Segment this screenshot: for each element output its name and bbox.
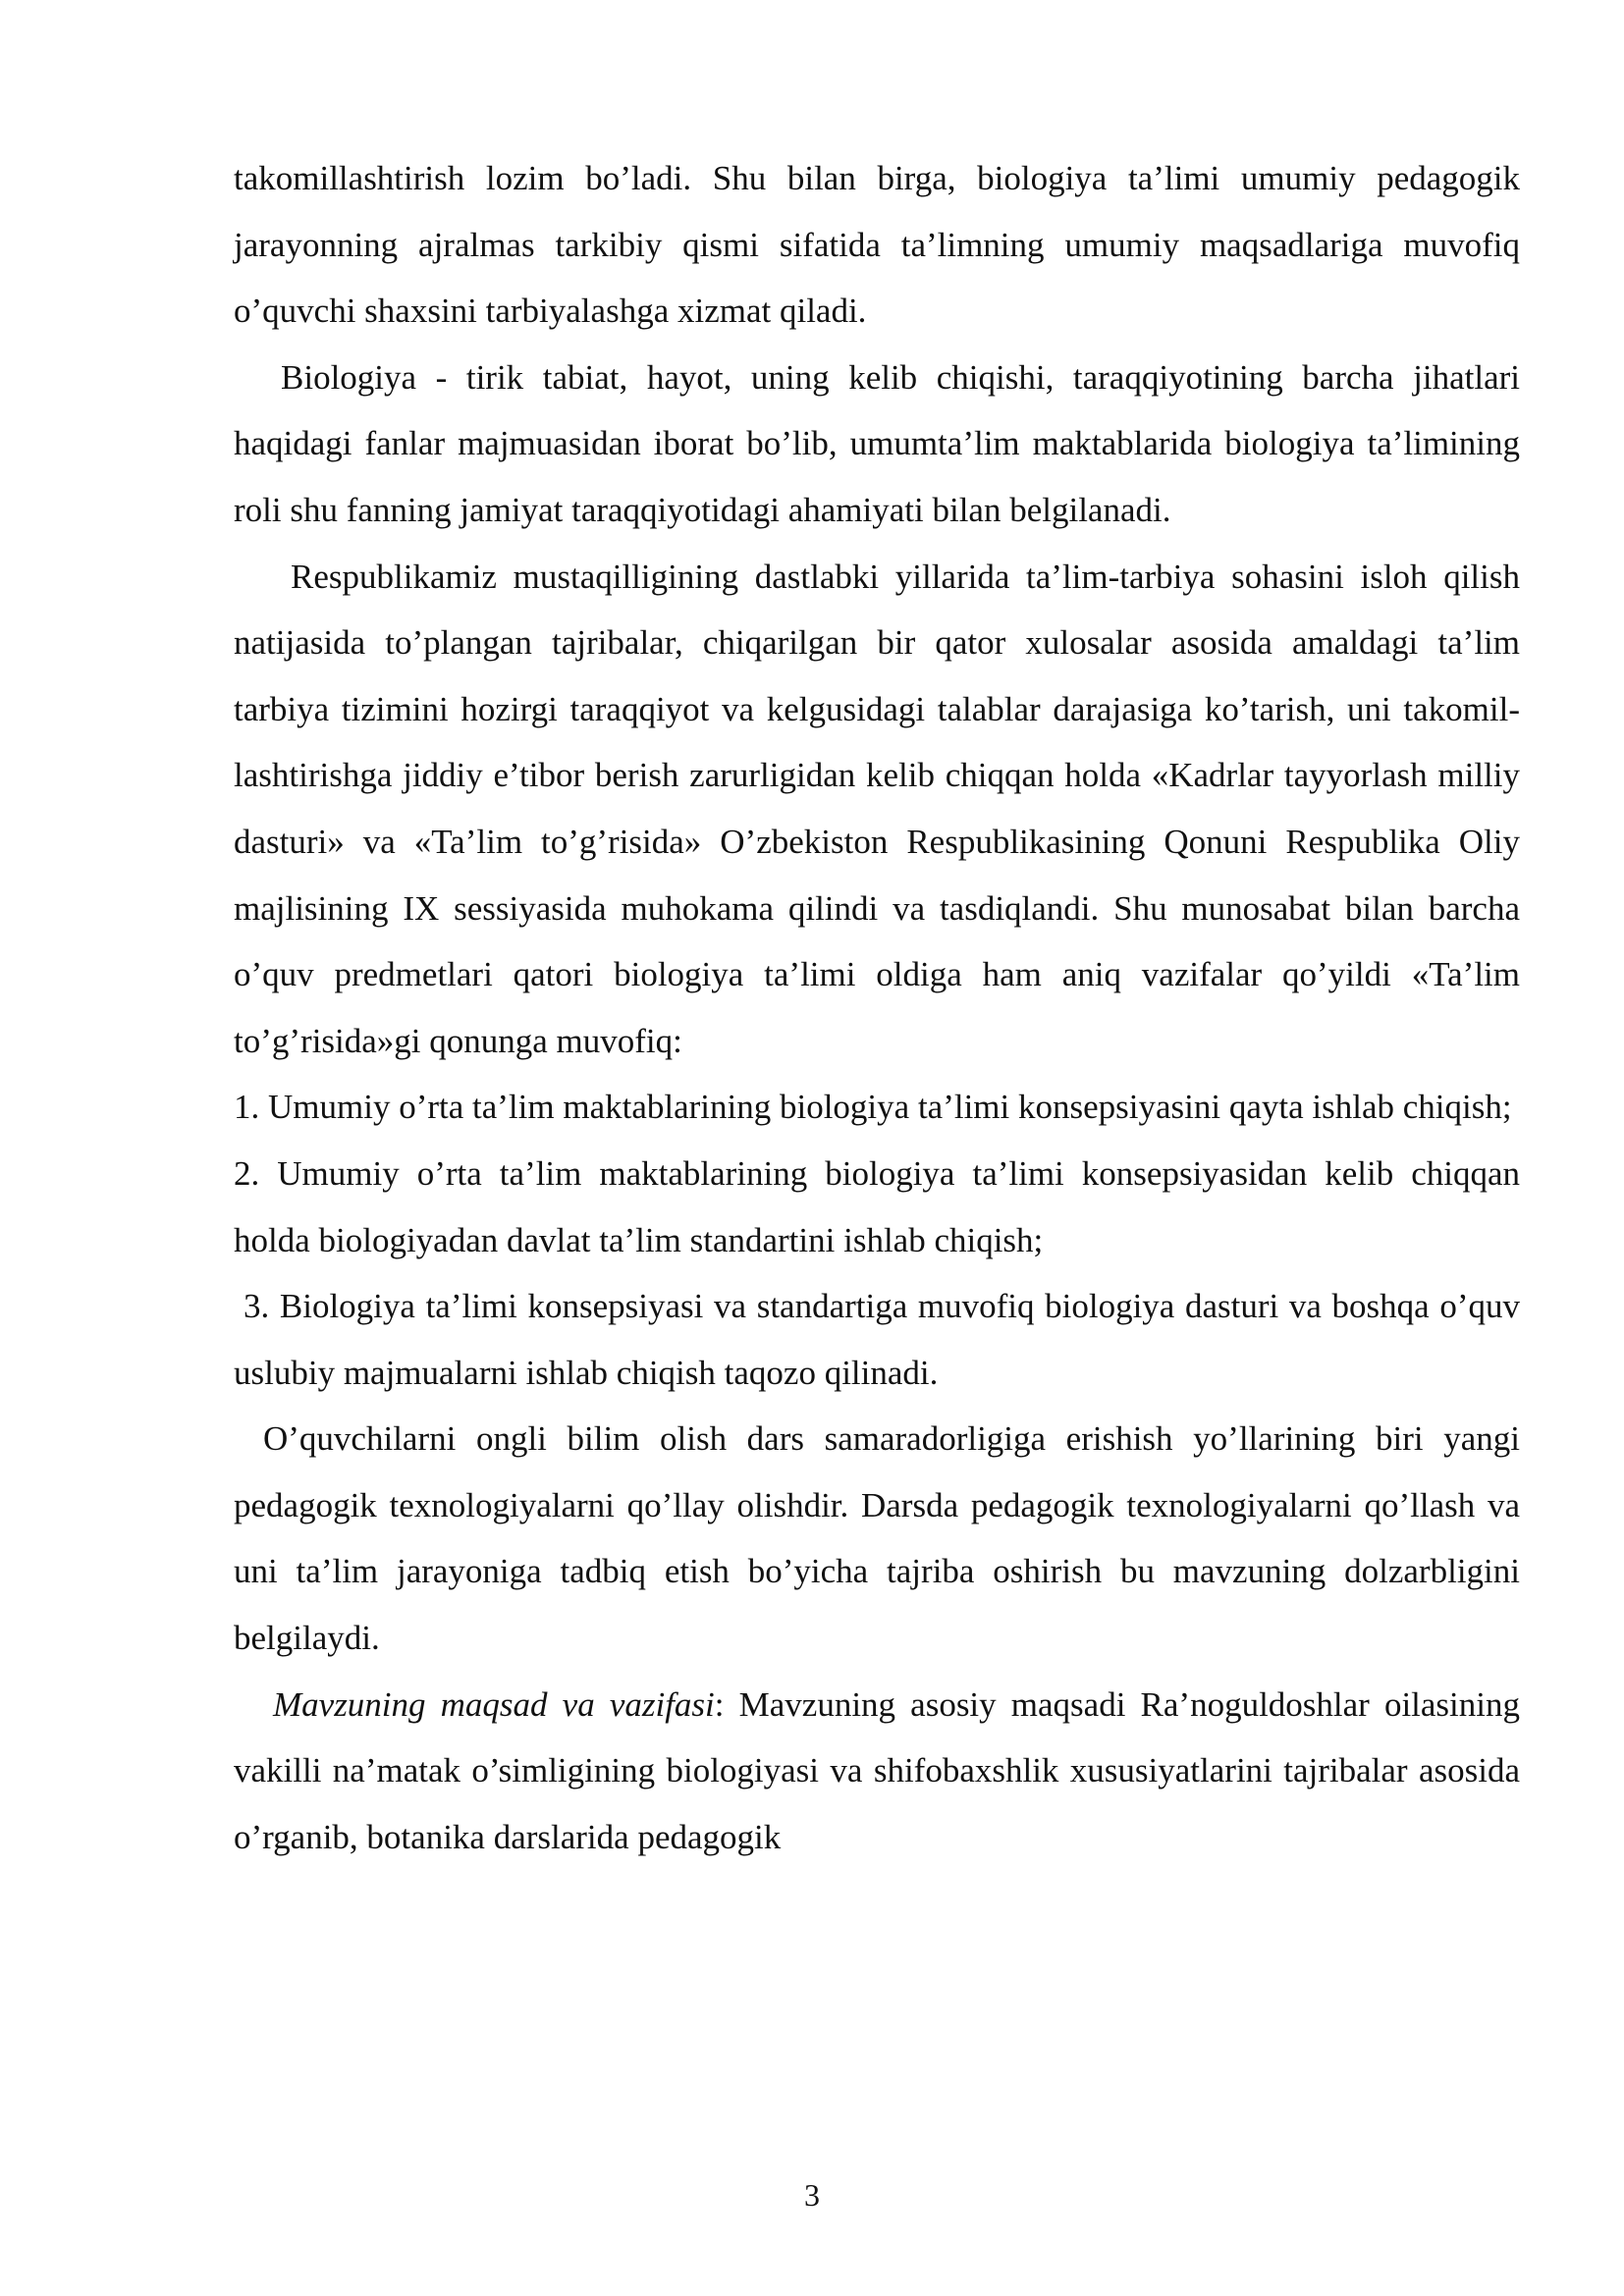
section-label-italic: Mavzuning maqsad va vazifasi [273, 1684, 715, 1724]
paragraph-4: O’quvchilarni ongli bilim olish dars samaradorligiga erishish yo’llarining biri yangi pedagogik texnologiyalarni qo’llay olishdir. Darsda pedagogik texnologiyalarni qo’llash va uni ta’lim jarayoniga tadbiq etish bo’yicha tajriba oshirish bu mavzuning dolzarbligini belgilaydi. [234, 1419, 1520, 1658]
paragraph-5-text: : Mavzuning asosiy maqsadi Ra’noguldoshlar oilasining vakilli na’matak o’simligining biologiyasi va shifobaxshlik xususiyatlarini tajribalar asosida o’rganib, botanika darslarida pedagogik [234, 1684, 1520, 1856]
paragraph-5 [234, 1672, 1520, 1871]
list-item-2: 2. Umumiy o’rta ta’lim maktablarining biologiya ta’limi konsepsiyasidan kelib chiqqan holda biologiyadan davlat ta’lim standartini ishlab chiqish; [234, 1153, 1520, 1259]
paragraph-2: Biologiya - tirik tabiat, hayot, uning kelib chiqishi, taraqqiyotining barcha jihatlari haqidagi fanlar majmuasidan iborat bo’lib, umumta’lim maktablarida biologiya ta’limining roli shu fanning jamiyat taraqqiyotidagi ahamiyati bilan belgilanadi. [234, 357, 1520, 529]
list-item-1: 1. Umumiy o’rta ta’lim maktablarining biologiya ta’limi konsepsiyasini qayta ishlab chiqish; [234, 1088, 1512, 1127]
body-text [234, 145, 1520, 1870]
list-item-3: 3. Biologiya ta’limi konsepsiyasi va standartiga muvofiq biologiya dasturi va boshqa o’quv uslubiy majmualarni ishlab chiqish taqozo qilinadi. [234, 1287, 1520, 1392]
page-number: 3 [804, 2177, 820, 2213]
paragraph-3: Respublikamiz mustaqilligining dastlabki yillarida ta’lim-tarbiya sohasini isloh qilish natijasida to’plangan tajribalar, chiqarilgan bir qator xulosalar asosida amaldagi ta’lim tarbiya tizimini hozirgi taraqqiyot va kelgusidagi talablar darajasiga ko’tarish, uni takomil-lashtirishga jiddiy e’tibor berish zarurligidan kelib chiqqan holda «Kadrlar tayyorlash milliy dasturi» va «Ta’lim to’g’risida» O’zbekiston Respublikasining Qonuni Respublika Oliy majlisining IX sessiyasida muhokama qilindi va tasdiqlandi. Shu munosabat bilan barcha o’quv predmetlari qatori biologiya ta’limi oldiga ham aniq vazifalar qo’yildi «Ta’lim to’g’risida»gi qonunga muvofiq: [234, 557, 1520, 1060]
paragraph-1: takomillashtirish lozim bo’ladi. Shu bilan birga, biologiya ta’limi umumiy pedagogik jarayonning ajralmas tarkibiy qismi sifatida ta’limning umumiy maqsadlariga muvofiq o’quvchi shaxsini tarbiyalashga xizmat qiladi. [234, 159, 1520, 331]
